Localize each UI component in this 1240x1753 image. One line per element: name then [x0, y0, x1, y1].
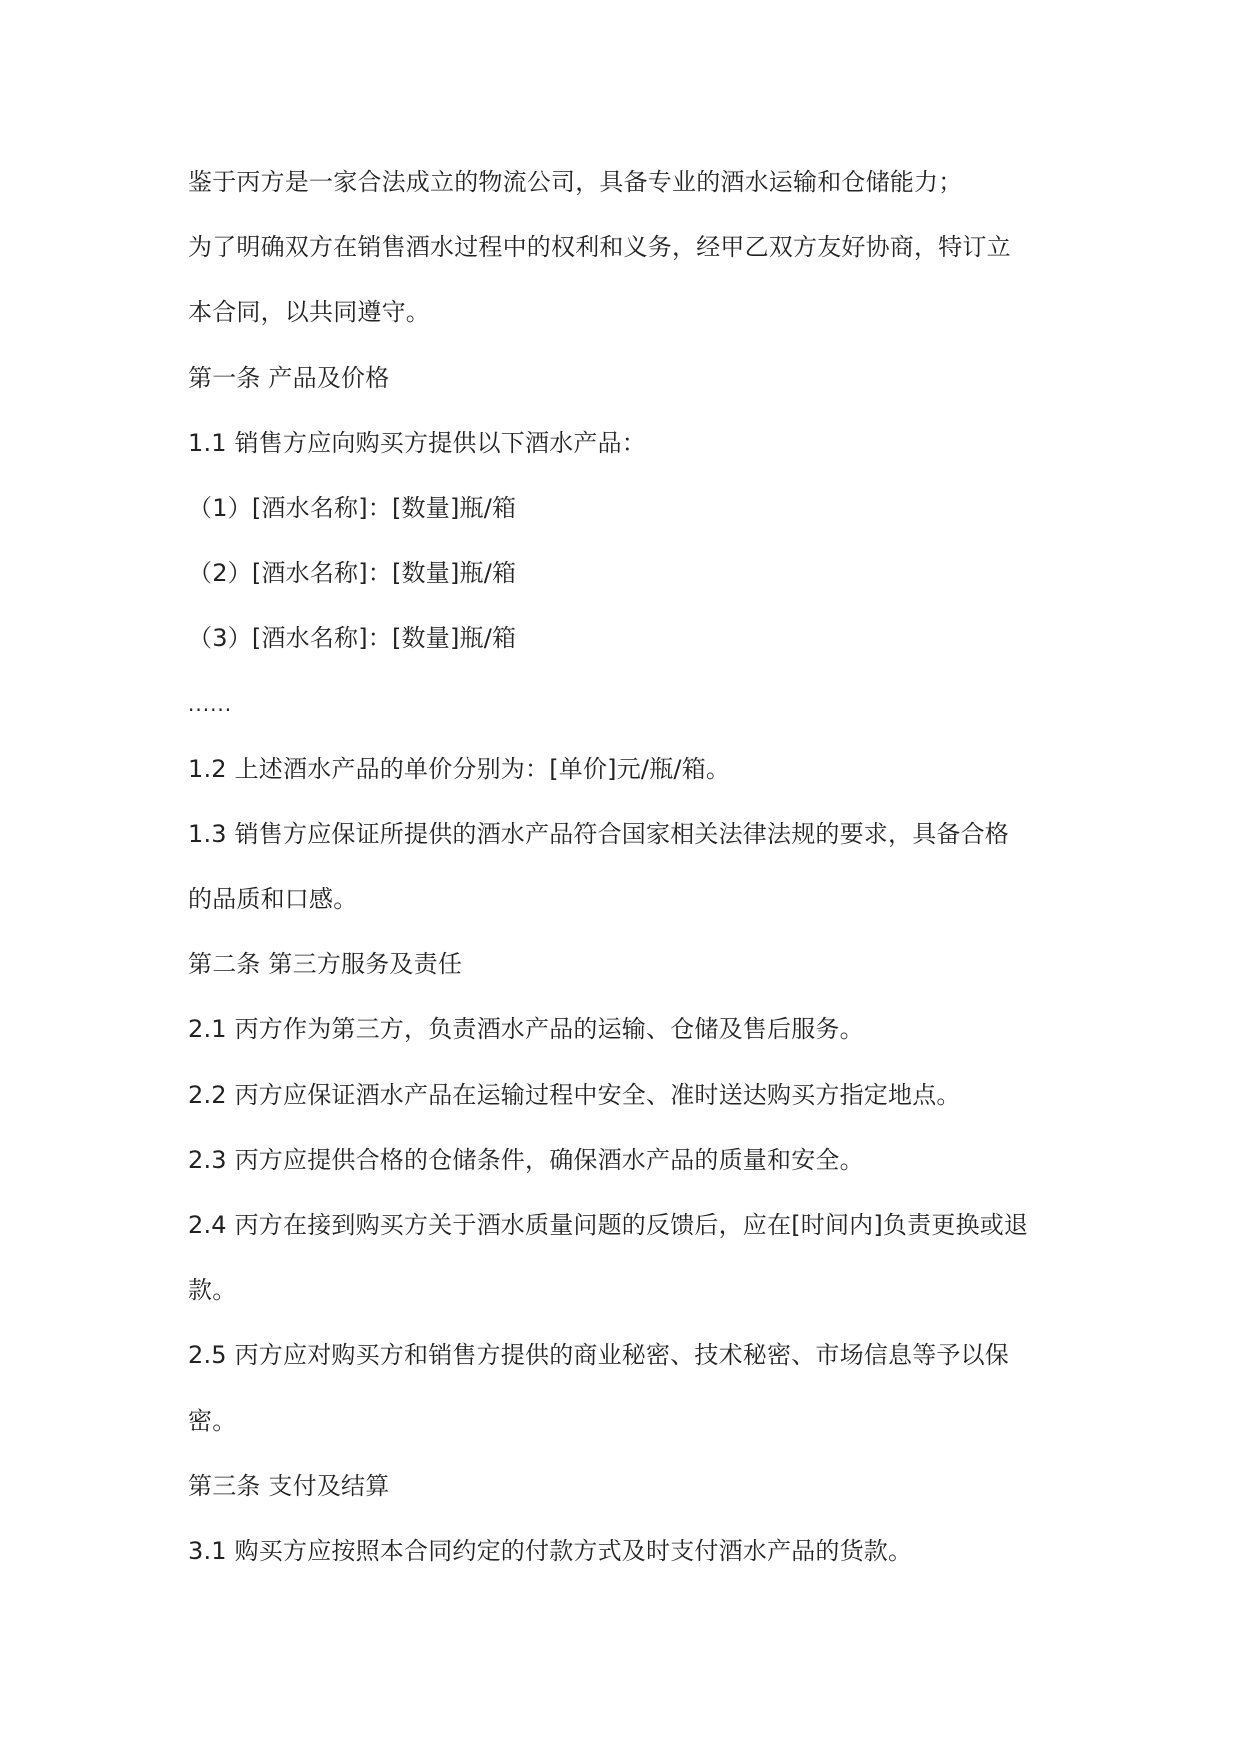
document-body [188, 160, 1068, 1594]
paragraph-line: 鉴于丙方是一家合法成立的物流公司，具备专业的酒水运输和仓储能力； [188, 168, 963, 196]
clause-2-4-continued: 款。 [188, 1276, 237, 1305]
clause-1-2: 1.2 上述酒水产品的单价分别为：[单价]元/瓶/箱。 [188, 754, 731, 783]
paragraph-line: 本合同，以共同遵守。 [188, 298, 430, 327]
section-heading-1: 第一条 产品及价格 [188, 363, 390, 392]
clause-2-5-continued: 密。 [188, 1406, 237, 1435]
product-item-2: （2）[酒水名称]：[数量]瓶/箱 [188, 559, 517, 588]
product-item-1: （1）[酒水名称]：[数量]瓶/箱 [188, 493, 517, 522]
clause-1-3-continued: 的品质和口感。 [188, 885, 358, 914]
clause-1-1: 1.1 销售方应向购买方提供以下酒水产品： [188, 428, 646, 457]
clause-1-3: 1.3 销售方应保证所提供的酒水产品符合国家相关法律法规的要求，具备合格 [188, 819, 1009, 848]
clause-2-3: 2.3 丙方应提供合格的仓储条件，确保酒水产品的质量和安全。 [188, 1145, 864, 1174]
product-item-3: （3）[酒水名称]：[数量]瓶/箱 [188, 624, 517, 653]
clause-2-2: 2.2 丙方应保证酒水产品在运输过程中安全、准时送达购买方指定地点。 [188, 1080, 961, 1109]
section-heading-3: 第三条 支付及结算 [188, 1471, 390, 1500]
clause-2-5: 2.5 丙方应对购买方和销售方提供的商业秘密、技术秘密、市场信息等予以保 [188, 1341, 1009, 1370]
ellipsis-line: ...... [188, 691, 233, 716]
section-heading-2: 第二条 第三方服务及责任 [188, 950, 463, 979]
clause-2-1: 2.1 丙方作为第三方，负责酒水产品的运输、仓储及售后服务。 [188, 1015, 864, 1044]
clause-2-4: 2.4 丙方在接到购买方关于酒水质量问题的反馈后，应在[时间内]负责更换或退 [188, 1211, 1029, 1239]
clause-3-1: 3.1 购买方应按照本合同约定的付款方式及时支付酒水产品的货款。 [188, 1536, 913, 1565]
paragraph-line: 为了明确双方在销售酒水过程中的权利和义务，经甲乙双方友好协商，特订立 [188, 233, 1011, 262]
